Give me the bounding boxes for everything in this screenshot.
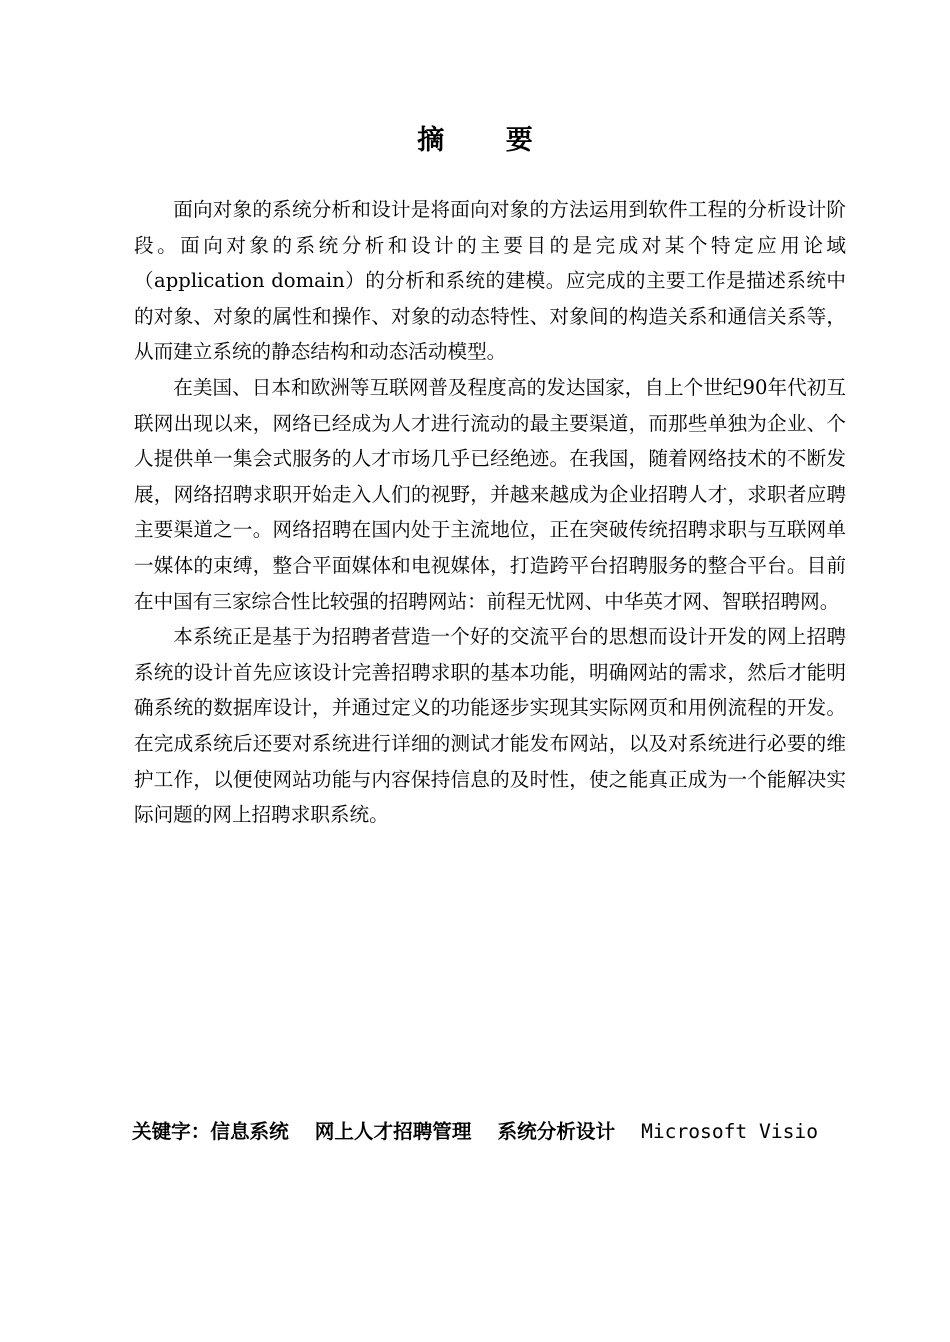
paragraph-1: 面向对象的系统分析和设计是将面向对象的方法运用到软件工程的分析设计阶段。面向对象的系统分析和设计的主要目的是完成对某个特定应用论域（application domain）的分析和系统的建模。应完成的主要工作是描述系统中的对象、对象的属性和操作、对象的动态特性、对象间的构造关系和通信关系等，从而建立系统的静态结构和动态活动模型。 [134, 198, 846, 364]
keyword-item: 网上人才招聘管理 [314, 1120, 472, 1143]
paragraph-2: 在美国、日本和欧洲等互联网普及程度高的发达国家，自上个世纪90年代初互联网出现以来，网络已经成为人才进行流动的最主要渠道，而那些单独为企业、个人提供单一集会式服务的人才市场几乎已经绝迹。在我国，随着网络技术的不断发展，网络招聘求职开始走入人们的视野，并越来越成为企业招聘人才，求职者应聘主要渠道之一。网络招聘在国内处于主流地位，正在突破传统招聘求职与互联网单一媒体的束缚，整合平面媒体和电视媒体，打造跨平台招聘服务的整合平台。目前在中国有三家综合性比较强的招聘网站：前程无忧网、中华英才网、智联招聘网。 [134, 375, 846, 613]
keyword-item-latin: Microsoft Visio [641, 1120, 819, 1143]
paragraph-3: 本系统正是基于为招聘者营造一个好的交流平台的思想而设计开发的网上招聘系统的设计首先应该设计完善招聘求职的基本功能，明确网站的需求，然后才能明确系统的数据库设计，并通过定义的功能逐步实现其实际网页和用例流程的开发。在完成系统后还要对系统进行详细的测试才能发布网站，以及对系统进行必要的维护工作，以便使网站功能与内容保持信息的及时性，使之能真正成为一个能解决实际问题的网上招聘求职系统。 [134, 625, 846, 827]
page-title: 摘 要 [417, 125, 559, 156]
abstract-body [134, 192, 846, 833]
keyword-item: 信息系统 [210, 1120, 289, 1143]
keywords-label: 关键字： [132, 1120, 211, 1143]
keyword-item: 系统分析设计 [497, 1120, 616, 1143]
keywords-line [132, 1114, 848, 1149]
